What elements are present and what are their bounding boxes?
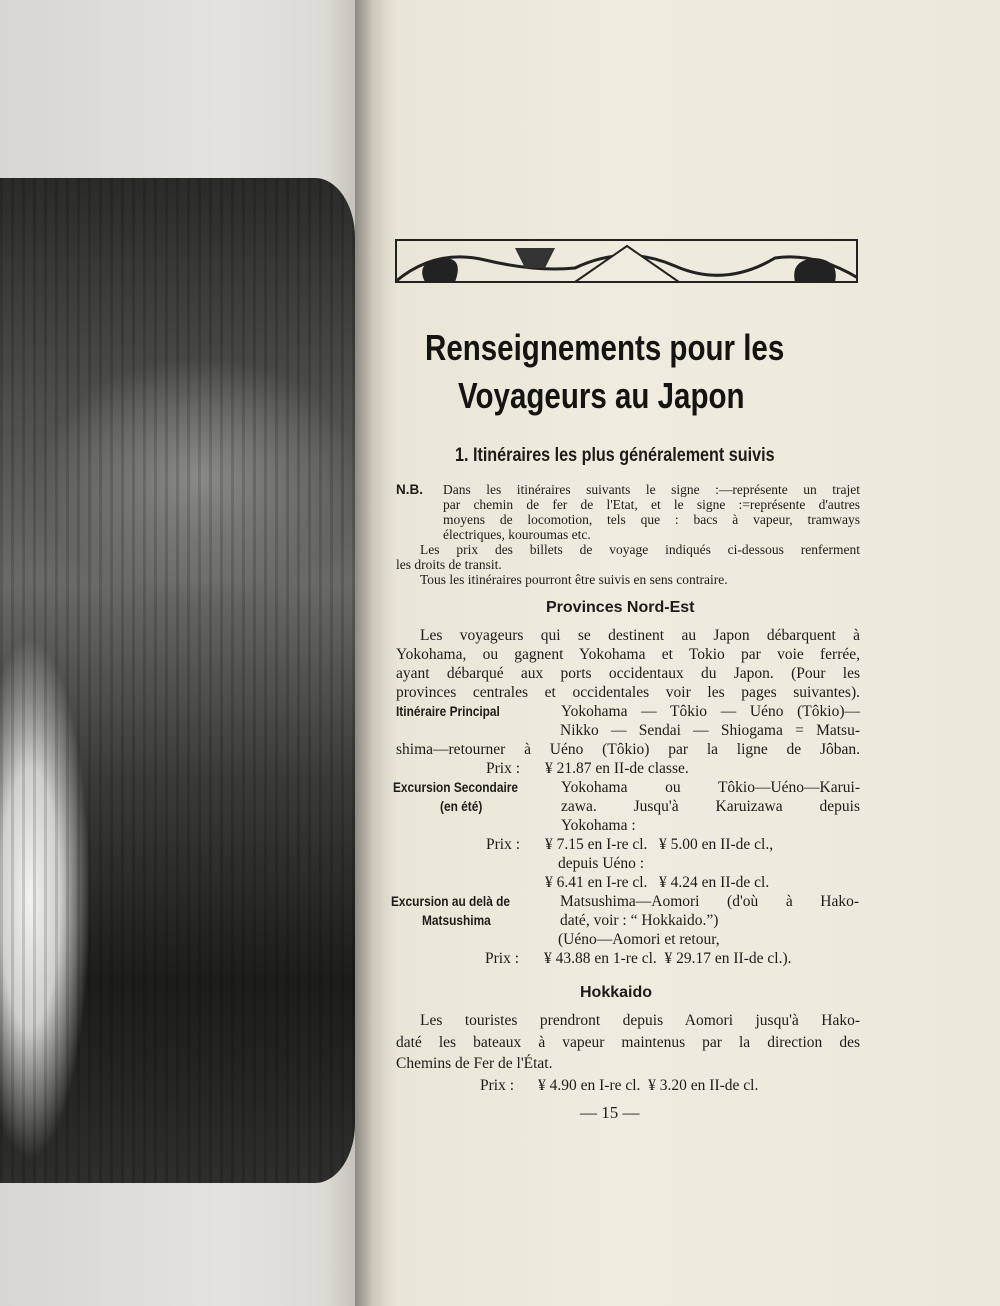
decorative-header-ornament [395,238,858,284]
prix-value: ¥ 7.15 en I-re cl. ¥ 5.00 en II-de cl., [545,836,774,853]
label-itineraire-principal: Itinéraire Principal [396,703,500,719]
hokkaido-line: Chemins de Fer de l'État. [396,1055,553,1072]
route-line: Yokohama ou Tôkio—Uéno—Karui- [561,779,860,796]
prix-value: ¥ 6.41 en I-re cl. ¥ 4.24 en II-de cl. [545,874,770,891]
photograph-deer-forest [0,178,355,1183]
route-line: Matsushima—Aomori (d'où à Hako- [560,893,859,910]
route-line: Yokohama — Tôkio — Uéno (Tôkio)— [561,703,860,720]
nb-line: Dans les itinéraires suivants le signe :—représente un trajet [443,482,860,497]
prix-label: Prix : [486,836,521,853]
hokkaido-line: Les touristes prendront depuis Aomori jusqu'à Hako- [420,1012,860,1029]
title-line-2: Voyageurs au Japon [458,375,745,416]
prix-value: ¥ 4.90 en I-re cl. ¥ 3.20 en II-de cl. [538,1077,759,1094]
intro-line: ayant débarqué aux ports occidentaux du Japon. (Pour les [396,665,860,682]
prix-value: ¥ 43.88 en 1-re cl. ¥ 29.17 en II-de cl.). [544,950,792,967]
nb-paragraph: Les prix des billets de voyage indiqués ci-dessous renferment [420,542,860,557]
hokkaido-line: daté les bateaux à vapeur maintenus par la direction des [396,1034,860,1051]
title-line-1: Renseignements pour les [425,327,785,368]
book-gutter [355,0,385,1306]
route-line: Yokohama : [561,817,636,834]
intro-line: Les voyageurs qui se destinent au Japon débarquent à [420,627,860,644]
label-matsushima: Matsushima [422,912,491,928]
prix-value: ¥ 21.87 en II-de classe. [545,760,689,777]
heading-provinces-nord-est: Provinces Nord-Est [546,599,695,616]
section-heading: 1. Itinéraires les plus généralement suivis [455,445,775,466]
nb-paragraph: les droits de transit. [396,557,502,572]
route-line: zawa. Jusqu'à Karuizawa depuis [561,798,860,815]
intro-line: Yokohama, ou gagnent Yokohama et Tokio par voie ferrée, [396,646,860,663]
left-page [0,0,370,1306]
route-line: shima—retourner à Uéno (Tôkio) par la ligne de Jôban. [396,741,860,758]
nb-line: moyens de locomotion, tels que : bacs à vapeur, tramways [443,512,860,527]
label-excursion-dela: Excursion au delà de [391,893,511,909]
prix-label: Prix : [485,950,520,967]
page-number: — 15 — [580,1103,640,1122]
intro-line: provinces centrales et occidentales voir les pages suivantes). [396,684,860,701]
nb-label: N.B. [396,482,423,497]
label-en-ete: (en été) [440,798,483,814]
route-line: (Uéno—Aomori et retour, [558,931,720,948]
nb-paragraph: Tous les itinéraires pourront être suivis en sens contraire. [420,572,728,587]
prix-label: Prix : [486,760,521,777]
prix-value: depuis Uéno : [558,855,645,872]
label-excursion-secondaire: Excursion Secondaire [393,779,519,795]
route-line: daté, voir : “ Hokkaido.”) [560,912,719,929]
route-line: Nikko — Sendai — Shiogama = Matsu- [560,722,860,739]
heading-hokkaido: Hokkaido [580,984,653,1001]
prix-label: Prix : [480,1077,515,1094]
nb-line: par chemin de fer de l'Etat, et le signe :=représente d'autres [443,497,860,512]
nb-line: électriques, kouroumas etc. [443,527,591,542]
